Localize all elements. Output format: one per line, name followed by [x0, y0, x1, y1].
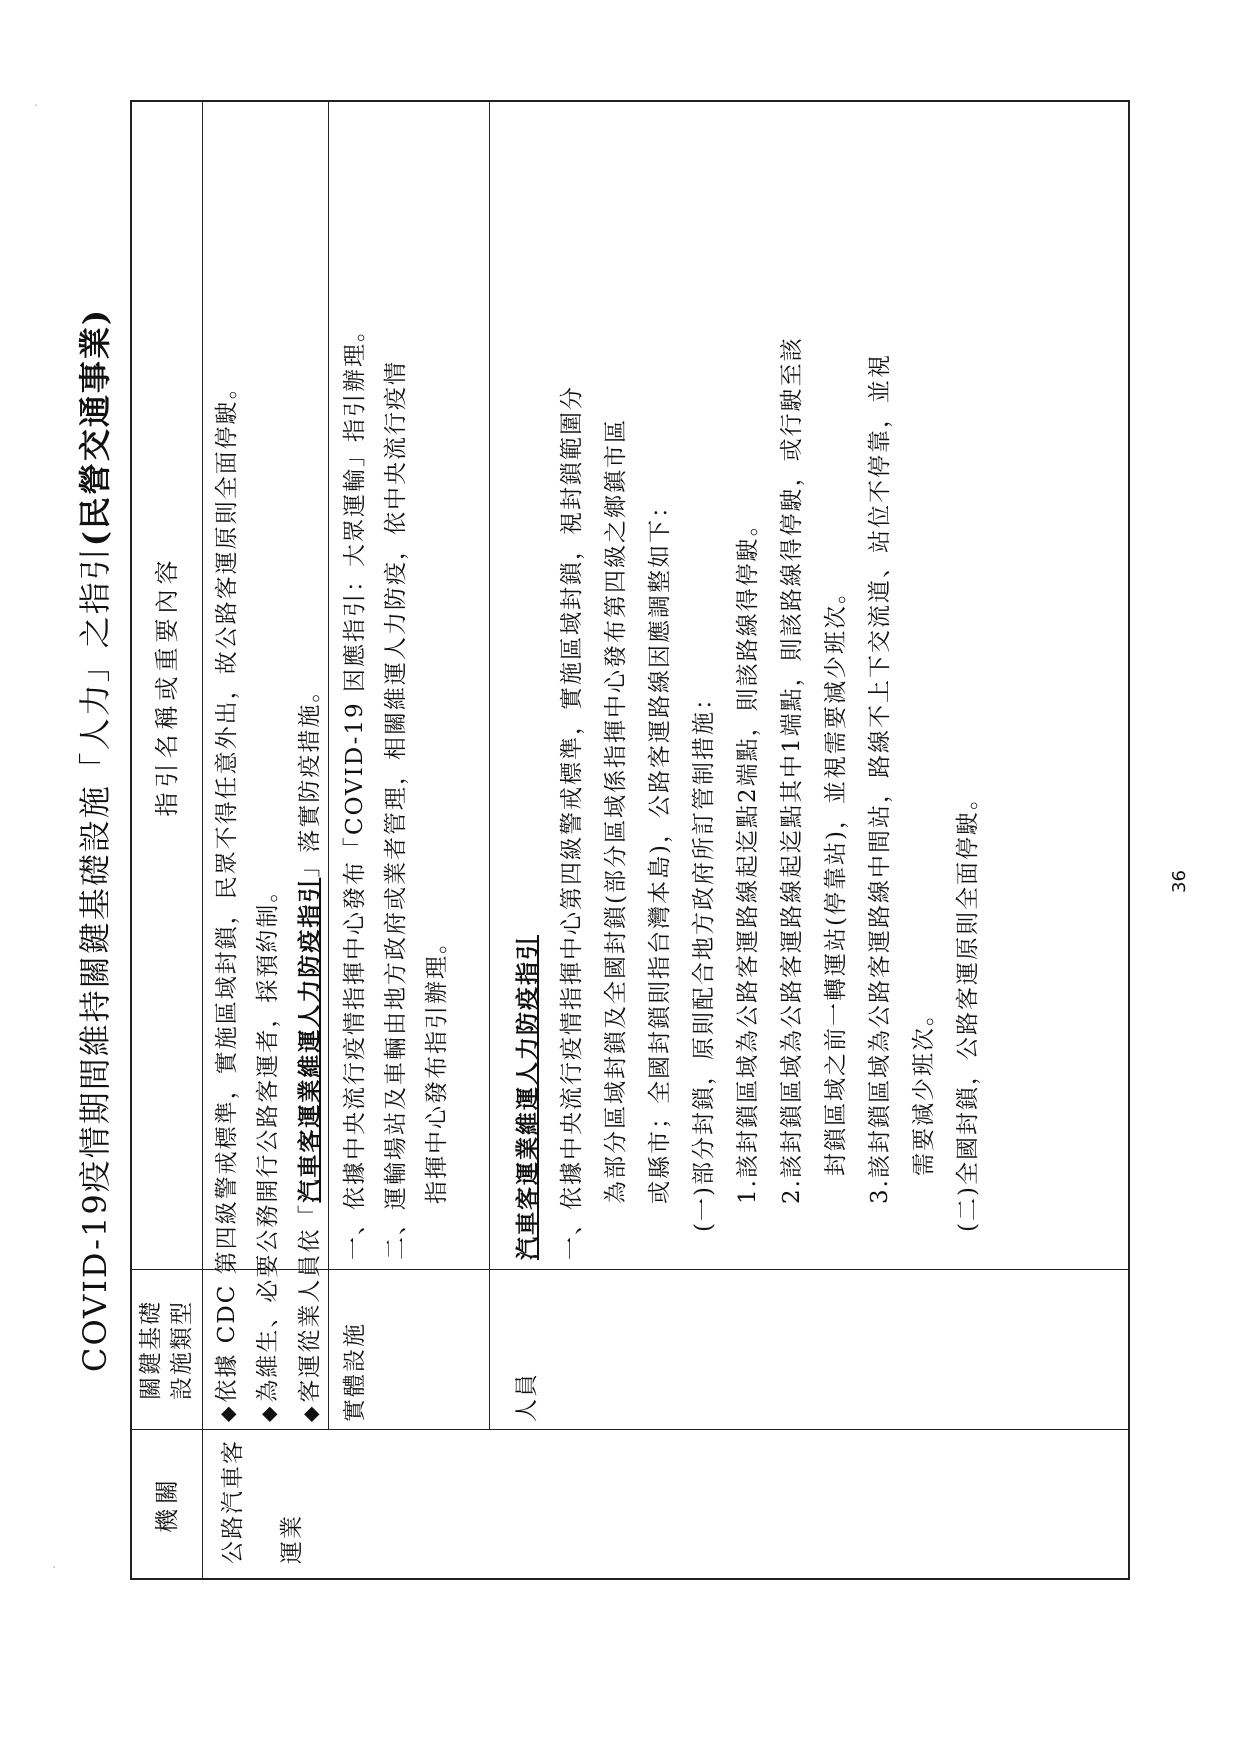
guideline-reference: 汽車客運業維運人力防疫指引 — [296, 877, 323, 1203]
header-content: 指引名稱或重要內容 — [153, 555, 181, 817]
diamond-bullet-icon: ◆ — [256, 1404, 280, 1422]
header-type-line: 關鍵基礎 — [138, 1300, 164, 1400]
bullet-text: 依據 CDC 第四級警戒標準，實施區域封鎖，民眾不得任意外出，故公路客運原則全面停駛。 — [214, 374, 240, 1403]
bullet-text: 客運從業人員依「 — [297, 1202, 323, 1403]
content-line: 需要減少班次。 — [911, 1001, 937, 1176]
agency-name — [218, 1434, 308, 1564]
content-line: 一、依據中央流行疫情指揮中心發布「COVID-19 因應指引：大眾運輸」指引辦理。 — [342, 317, 368, 1260]
title-text: COVID-19疫情期間維持關鍵基礎設施「人力」之指引 — [76, 546, 114, 1372]
bullet-item — [294, 112, 326, 1422]
column-divider — [132, 1429, 1128, 1430]
bullet-item — [253, 112, 284, 1422]
content-line: 或縣市；全國封鎖則指台灣本島)，公路客運路線因應調整如下： — [647, 493, 673, 1204]
page-number: 36 — [1168, 870, 1190, 893]
content-line: 為部分區域封鎖及全國封鎖(部分區域係指揮中心發布第四級之鄉鎮市區 — [603, 418, 629, 1204]
title-suffix: (民營交通事業) — [76, 308, 114, 547]
general-bullets — [212, 112, 326, 1422]
header-divider — [202, 102, 203, 1578]
row-divider — [489, 102, 490, 1430]
header-infrastructure-type — [136, 1270, 202, 1430]
diamond-bullet-icon: ◆ — [298, 1404, 322, 1422]
rotated-page — [60, 100, 1140, 1580]
content-line: 2.該封鎖區域為公路客運路線起迄點其中1端點，則該路線得停駛，或行駛至該 — [779, 336, 805, 1204]
content-line: 1.該封鎖區域為公路客運路線起迄點2端點，則該路線得停駛。 — [735, 511, 761, 1204]
bullet-text: 」落實防疫措施。 — [297, 677, 323, 878]
type-physical-facilities: 實體設施 — [342, 1322, 368, 1422]
header-agency: 機關 — [153, 1475, 181, 1533]
scan-speck: · — [52, 1560, 57, 1576]
header-type-line: 設施類型 — [169, 1300, 195, 1400]
diamond-bullet-icon: ◆ — [215, 1404, 239, 1422]
content-line: 指揮中心發布指引辦理。 — [424, 929, 450, 1204]
content-line: 二、運輸場站及車輛由地方政府或業者管理，相關維運人力防疫，依中央流行疫情 — [383, 360, 409, 1260]
content-line: (二)全國封鎖，公路客運原則全面停駛。 — [955, 785, 981, 1232]
content-line: (一)部分封鎖，原則配合地方政府所訂管制措施： — [691, 685, 717, 1232]
content-line: 3.該封鎖區域為公路客運路線中間站，路線不上下交流道、站位不停靠，並視 — [867, 353, 893, 1204]
row-divider — [328, 102, 329, 1430]
guideline-table — [130, 100, 1130, 1580]
content-line: 封鎖區域之前一轉運站(停靠站)，並視需要減少班次。 — [823, 579, 849, 1176]
content-line: 一、依據中央流行疫情指揮中心第四級警戒標準，實施區域封鎖，視封鎖範圍分 — [559, 385, 585, 1260]
agency-line: 公路汽車客 — [220, 1439, 246, 1564]
document-title — [60, 100, 130, 1580]
agency-line: 運業 — [279, 1514, 305, 1564]
bullet-text: 為維生、必要公務開行公路客運者，採預約制。 — [255, 877, 281, 1403]
personnel-content — [512, 110, 984, 1260]
type-personnel: 人員 — [514, 1372, 540, 1422]
physical-facilities-content — [340, 110, 453, 1260]
personnel-guideline-heading: 汽車客運業維運人力防疫指引 — [514, 935, 541, 1260]
bullet-item — [212, 112, 243, 1422]
scan-speck: · — [34, 98, 39, 114]
